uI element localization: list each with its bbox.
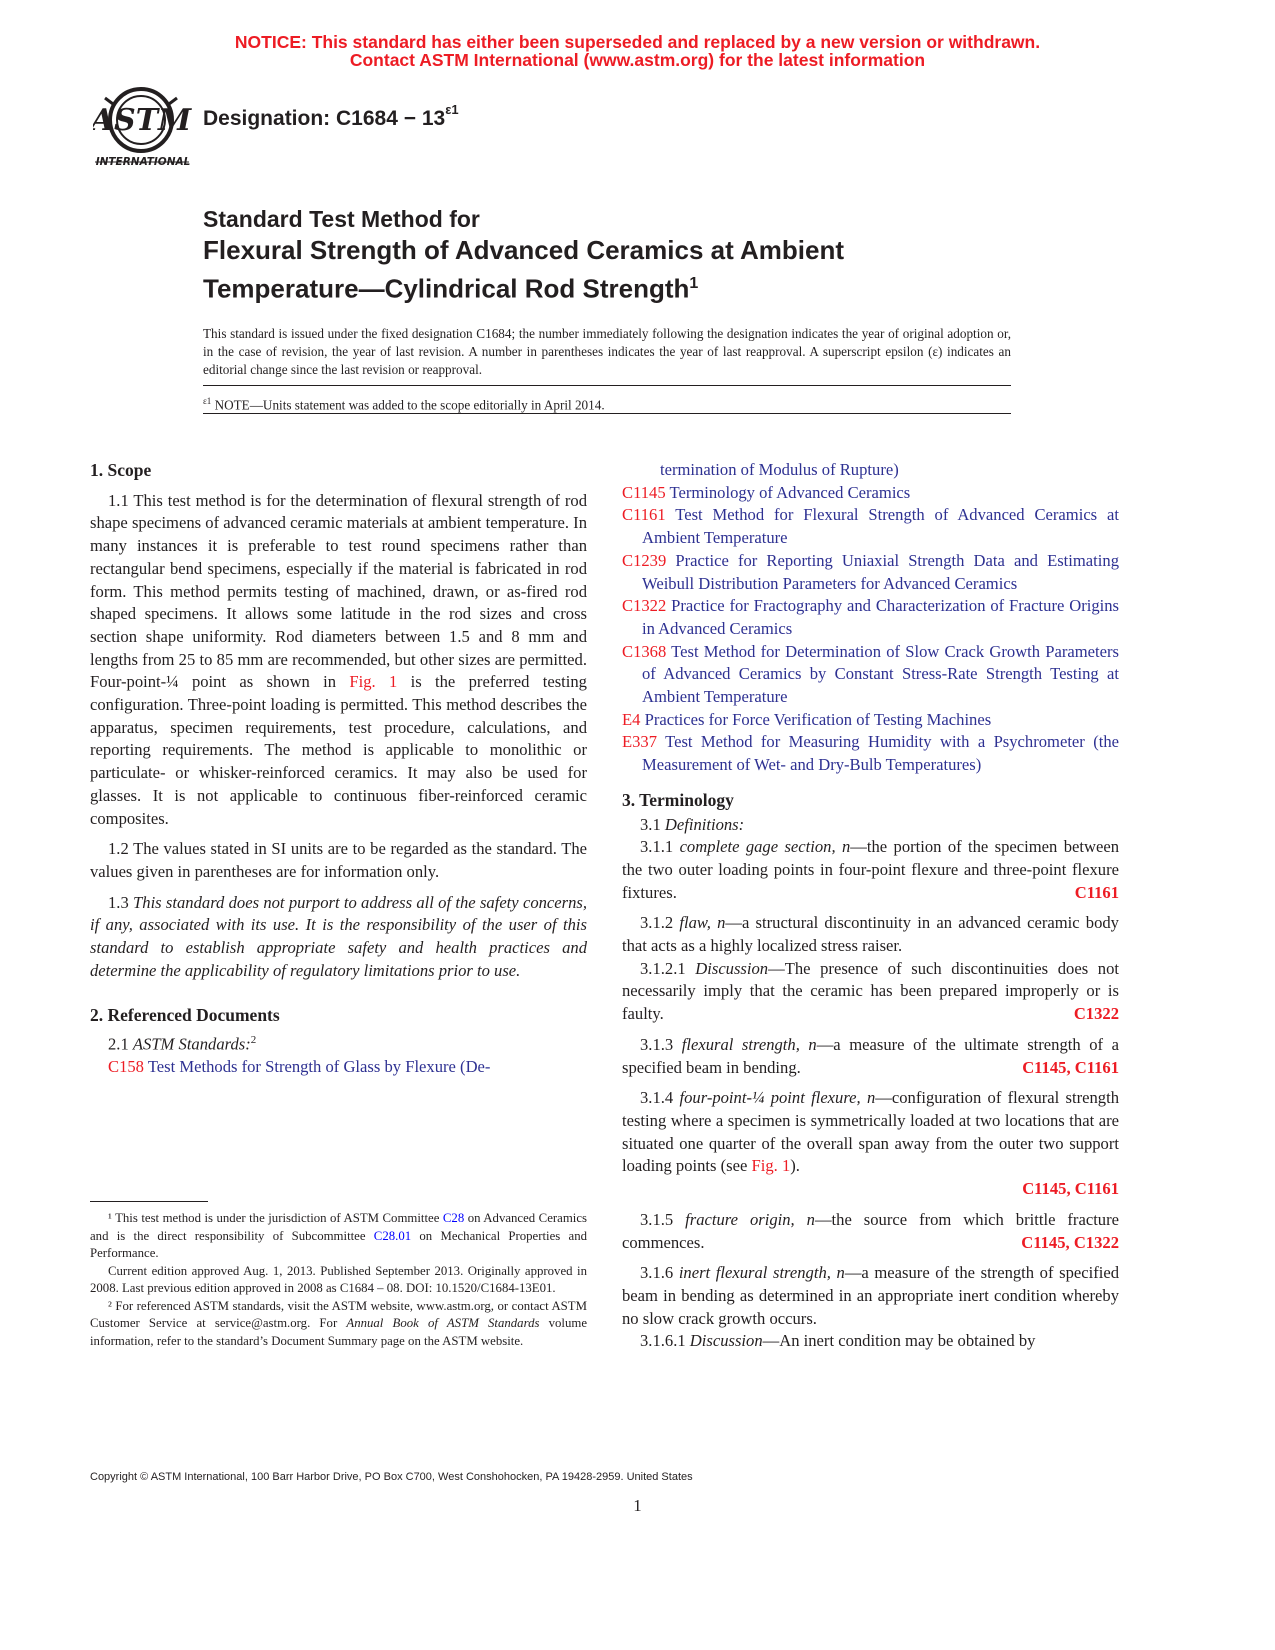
terminology-heading: 3. Terminology — [622, 789, 734, 810]
designation-label: Designation: C1684 − 13 — [203, 107, 446, 130]
t311-term: complete gage section, n — [679, 837, 851, 857]
footnote-2-italic: Annual Book of ASTM Standards — [346, 1316, 540, 1330]
t313-number: 3.1.3 — [640, 1034, 682, 1054]
title-line-1: Standard Test Method for — [203, 206, 480, 232]
footnote-1-text-c: on Mechanical Properties and Performance. — [90, 1228, 587, 1260]
p2-1-text: ASTM Standards: — [132, 1034, 251, 1054]
designation-epsilon: ε1 — [445, 102, 459, 117]
t313-source[interactable]: C1145, C1161 — [1022, 1057, 1119, 1077]
t313-term: flexural strength, n — [681, 1034, 817, 1054]
spacer — [622, 904, 1119, 912]
ref-c158-continued[interactable]: termination of Modulus of Rupture) — [660, 460, 899, 479]
reference-item — [622, 504, 1119, 549]
reference-code[interactable]: C1322 — [622, 596, 667, 616]
subcommittee-c28-01-link[interactable]: C28.01 — [373, 1228, 412, 1243]
notice-line-1: NOTICE: This standard has either been superseded and replaced by a new version or withdrawn. — [234, 32, 1041, 52]
footnote-1-text-b: on Advanced Ceramics and is the direct responsibility of Subcommittee — [90, 1211, 587, 1243]
page-number: 1 — [633, 1496, 642, 1515]
reference-title[interactable]: Practices for Force Verification of Testing Machines — [640, 709, 992, 729]
t3121-number: 3.1.2.1 — [640, 958, 696, 978]
spacer — [622, 1254, 1119, 1262]
t314-text: —configuration of flexural strength testing where a specimen is symmetrically loaded at two locations that are situated one quarter of the overall span away from the outer two support loading points (see — [622, 1088, 1119, 1176]
reference-code[interactable]: E337 — [622, 732, 658, 752]
divider-top — [203, 385, 1011, 386]
reference-item — [622, 641, 1119, 709]
t3161-text: —An inert condition may be obtained by — [762, 1331, 1036, 1351]
t311-source[interactable]: C1161 — [1074, 882, 1119, 902]
t314-number: 3.1.4 — [640, 1088, 680, 1108]
t314-fig-1-link[interactable]: Fig. 1 — [751, 1156, 791, 1176]
fig-1-link[interactable]: Fig. 1 — [349, 672, 398, 692]
spacer — [622, 1201, 1119, 1209]
reference-list — [622, 482, 1119, 777]
t315-source[interactable]: C1145, C1322 — [1021, 1232, 1119, 1252]
t3-1-number: 3.1 — [640, 814, 665, 834]
p1-3-text: This standard does not purport to address all of the safety concerns, if any, associated with its use. It is the responsibility of the user of this standard to establish appropriate safety and health practices and determine the applicability of regulatory limitations prior to use. — [90, 892, 588, 980]
t316-number: 3.1.6 — [640, 1263, 679, 1283]
astm-logo — [93, 84, 197, 174]
spacer — [622, 1026, 1119, 1034]
t314-source[interactable]: C1145, C1161 — [1022, 1179, 1119, 1199]
t3121-source[interactable]: C1322 — [1073, 1004, 1119, 1024]
footnote-2-text-b: volume information, refer to the standard’s Document Summary page on the ASTM website. — [90, 1316, 588, 1348]
footnote-edition: Current edition approved Aug. 1, 2013. Published September 2013. Originally approved in 2008. Last previous edition approved in 2008 as C1684 – 08. DOI: 10.1520/C1684-13E01. — [90, 1263, 587, 1295]
reference-title[interactable]: Test Method for Determination of Slow Crack Growth Parameters of Advanced Ceramics by Constant Stress-Rate Strength Testing at Ambient Temperature — [642, 641, 1119, 707]
svg-text:ASTM: ASTM — [93, 103, 192, 138]
reference-title[interactable]: Test Method for Flexural Strength of Advanced Ceramics at Ambient Temperature — [642, 505, 1119, 548]
preface-paragraph: This standard is issued under the fixed designation C1684; the number immediately following the designation indicates the year of original adoption or, in the case of revision, the year of last revision. A number in parentheses indicates the year of last reapproval. A superscript epsilon (ε) indicates an editorial change since the last revision or reapproval. — [203, 326, 1011, 377]
t313-text: —a measure of the ultimate strength of a specified beam in bending. — [622, 1034, 1119, 1077]
spacer — [90, 884, 587, 892]
t311-number: 3.1.1 — [640, 837, 680, 857]
footnote-2 — [90, 1298, 587, 1351]
paragraph-1-2: 1.2 The values stated in SI units are to be regarded as the standard. The values given in parentheses are for information only. — [90, 839, 587, 881]
t314-term: four-point-¼ point flexure, n — [679, 1088, 876, 1108]
reference-code[interactable]: C1145 — [622, 482, 666, 502]
reference-item — [622, 731, 1119, 776]
definition-3-1-4 — [622, 1087, 1119, 1178]
t315-number: 3.1.5 — [640, 1209, 686, 1229]
p1-3-number: 1.3 — [108, 892, 134, 912]
reference-item — [622, 550, 1119, 595]
t3161-term: Discussion — [689, 1331, 763, 1351]
left-column — [90, 459, 587, 1079]
definition-3-1-2 — [622, 912, 1119, 957]
p1-1-text-b: is the preferred testing configuration. Three-point loading is permitted. This method describes the apparatus, specimen requirements, test procedure, calculations, and reporting requirements. The method is applicable to monolithic or particulate- or whisker-reinforced ceramics. It may also be used for glasses. It is not applicable to continuous fiber-reinforced ceramic composites. — [90, 672, 587, 828]
title-line-3 — [203, 267, 1103, 306]
note-text: NOTE—Units statement was added to the scope editorially in April 2014. — [211, 397, 605, 413]
ref-c158 — [90, 1056, 587, 1079]
copyright-notice: Copyright © ASTM International, 100 Barr Harbor Drive, PO Box C700, West Conshohocken, PA 19428-2959. United States — [90, 1471, 693, 1483]
footnotes — [90, 1210, 587, 1350]
reference-item — [622, 709, 1119, 732]
t315-term: fracture origin, n — [685, 1209, 815, 1229]
p2-1-footnote-mark: 2 — [250, 1034, 257, 1047]
footnote-1-text-a: ¹ This test method is under the jurisdiction of ASTM Committee — [108, 1211, 443, 1225]
divider-bottom — [203, 413, 1011, 414]
reference-code[interactable]: C1161 — [622, 505, 666, 525]
title-footnote-mark: 1 — [689, 275, 699, 292]
footnote-1 — [90, 1210, 587, 1263]
definition-3-1-6 — [622, 1262, 1119, 1330]
t3-1-text: Definitions: — [664, 814, 745, 834]
p1-1-text-a: 1.1 This test method is for the determination of flexural strength of rod shape specimens of advanced ceramic materials at ambient temperature. In many instances it is preferable to test round specimens rather than rectangular bend specimens, especially if the material is fabricated in rod form. This method permits testing of machined, drawn, or as-fired rod shaped specimens. It allows some latitude in the rod sizes and cross section shape uniformity. Rod diameters between 1.5 and 8 mm and lengths from 25 to 85 mm are recommended, but other sizes are permitted. Four-point-¼ point as shown in — [90, 490, 587, 692]
title-line-3-text: Temperature—Cylindrical Rod Strength — [203, 273, 690, 304]
reference-code[interactable]: C1239 — [622, 550, 667, 570]
t312-number: 3.1.2 — [640, 913, 680, 933]
reference-item — [622, 482, 1119, 505]
t3161-number: 3.1.6.1 — [640, 1331, 690, 1351]
t311-text: —the portion of the specimen between the two outer loading points in four-point flexure and three-point flexure fixtures. — [622, 837, 1119, 902]
t312-text: —a structural discontinuity in an advanced ceramic body that acts as a highly localized stress raiser. — [622, 913, 1119, 956]
t316-text: —a measure of the strength of specified beam in bending as determined in an appropriate inert condition whereby no slow crack growth occurs. — [622, 1263, 1120, 1328]
notice-line-2: Contact ASTM International (www.astm.org) for the latest information — [349, 50, 926, 70]
logo-text: INTERNATIONAL — [95, 156, 191, 168]
ref-title-c158[interactable]: Test Methods for Strength of Glass by Flexure (De- — [143, 1057, 491, 1077]
right-column — [622, 459, 1119, 1353]
paragraph-1-3 — [90, 892, 587, 983]
spacer — [90, 830, 587, 838]
paragraph-2-1 — [90, 1029, 587, 1056]
title-line-2: Flexural Strength of Advanced Ceramics at Ambient — [203, 235, 844, 265]
reference-title[interactable]: Practice for Fractography and Characterization of Fracture Origins in Advanced Ceramics — [642, 596, 1119, 638]
refdocs-heading: 2. Referenced Documents — [90, 1005, 280, 1026]
document-title — [203, 204, 1103, 306]
ref-code-c158[interactable]: C158 — [108, 1057, 144, 1077]
reference-title[interactable]: Practice for Reporting Uniaxial Strength Data and Estimating Weibull Distribution Parameters for Advanced Ceramics — [642, 550, 1119, 593]
spacer — [622, 777, 1119, 789]
reference-title[interactable]: Terminology of Advanced Ceramics — [665, 482, 911, 502]
note-epsilon: ε1 — [203, 396, 212, 406]
spacer — [622, 1079, 1119, 1087]
committee-c28-link[interactable]: C28 — [442, 1211, 465, 1225]
scope-heading: 1. Scope — [90, 460, 152, 480]
t3121-text: —The presence of such discontinuities does not necessarily imply that the ceramic has been prepared improperly or is faulty. — [622, 958, 1119, 1024]
t312-term: flaw, n — [679, 913, 726, 933]
t314-end: ). — [790, 1156, 800, 1176]
p2-1-number: 2.1 — [108, 1034, 133, 1054]
reference-code[interactable]: E4 — [622, 709, 641, 729]
t3121-term: Discussion — [695, 958, 769, 978]
reference-item — [622, 595, 1119, 640]
reference-code[interactable]: C1368 — [622, 641, 667, 661]
t316-term: inert flexural strength, n — [678, 1263, 845, 1283]
paragraph-3-1 — [622, 814, 1119, 837]
paragraph-1-1 — [90, 490, 587, 831]
reference-title[interactable]: Test Method for Measuring Humidity with a Psychrometer (the Measurement of Wet- and Dry-Bulb Temperatures) — [642, 732, 1119, 775]
discussion-3-1-6-1 — [622, 1330, 1119, 1353]
designation — [203, 102, 459, 131]
editorial-note — [203, 392, 1011, 414]
footnote-divider — [90, 1201, 208, 1202]
spacer — [90, 982, 587, 1004]
footnote-2-text-a: ² For referenced ASTM standards, visit the ASTM website, www.astm.org, or contact ASTM Customer Service at service@astm.org. For — [90, 1298, 587, 1330]
t315-text: —the source from which brittle fracture commences. — [622, 1209, 1119, 1252]
